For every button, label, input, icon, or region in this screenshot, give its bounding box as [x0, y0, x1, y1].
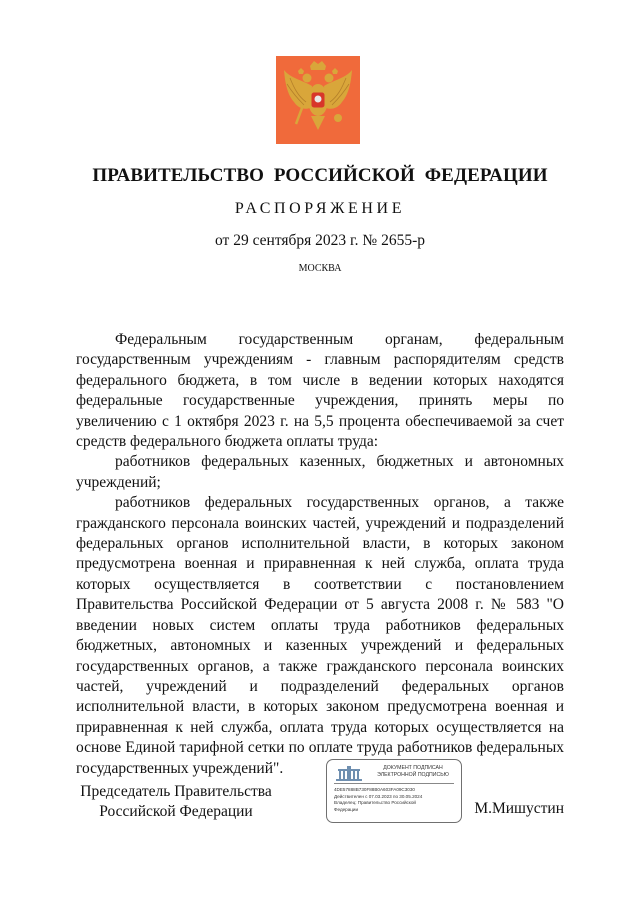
electronic-signature-stamp [326, 759, 462, 823]
stamp-header [367, 765, 459, 779]
signatory-name: М.Мишустин [474, 800, 564, 817]
emblem-rider [315, 96, 322, 103]
body-paragraph: работников федеральных государственных органов, а также гражданского персонала воинских частей, учреждений и подразделений федеральных органов исполнительной власти, в которых законом предусмотрена военная и приравненная к ней служба, оплата труда которых осуществляется в соответствии с постановлением Правительства Российской Федерации от 5 августа 2008 г. № 583 "О введении новых систем оплаты труда работников федеральных бюджетных, автономных и казенных учреждений и федеральных государственных органов, а также гражданского персонала воинских частей, учреждений и подразделений федеральных органов исполнительной власти, в которых законом предусмотрена военная и приравненная к ней служба, оплата труда которых осуществляется на основе Единой тарифной сетки по оплате труда работников федеральных государственных учреждений". [76, 494, 564, 777]
document-city: МОСКВА [298, 263, 342, 274]
body-paragraph: работников федеральных казенных, бюджетных и автономных учреждений; [76, 453, 564, 491]
emblem-head-right [325, 74, 334, 83]
stamp-validity: Действителен с 07.03.2023 по 30.05.2024 [334, 793, 423, 799]
signatory-position-line: Российской Федерации [99, 803, 253, 820]
stamp-certificate: 4DE57888B730F88B0A603FA09C3030 [334, 787, 415, 792]
signatory-position [76, 782, 276, 822]
stamp-owner: Владелец: Правительство Российской [334, 800, 416, 806]
emblem-orb [334, 114, 342, 122]
stamp-header-line: ЭЛЕКТРОННОЙ ПОДПИСЬЮ [377, 772, 449, 778]
emblem-head-left [303, 74, 312, 83]
stamp-details [334, 787, 458, 813]
document-date-number: от 29 сентября 2023 г. № 2655-р [215, 232, 425, 249]
government-title: ПРАВИТЕЛЬСТВО РОССИЙСКОЙ ФЕДЕРАЦИИ [92, 165, 548, 186]
stamp-header-line: ДОКУМЕНТ ПОДПИСАН [383, 765, 443, 771]
stamp-owner: Федерации [334, 806, 359, 812]
russian-coat-of-arms-icon [276, 56, 360, 144]
stamp-divider [334, 783, 454, 784]
signatory-position-line: Председатель Правительства [80, 783, 272, 800]
government-building-icon [334, 765, 364, 781]
document-type: РАСПОРЯЖЕНИЕ [234, 200, 406, 217]
document-body [76, 330, 564, 779]
emblem [276, 56, 360, 144]
body-paragraph: Федеральным государственным органам, федеральным государственным учреждениям - главным распорядителям средств федерального бюджета, в том числе в ведении которых находятся федеральные государственные учреждения, принять меры по увеличению с 1 октября 2023 г. на 5,5 процента обеспечиваемой за счет средств федерального бюджета оплаты труда: [76, 331, 564, 451]
